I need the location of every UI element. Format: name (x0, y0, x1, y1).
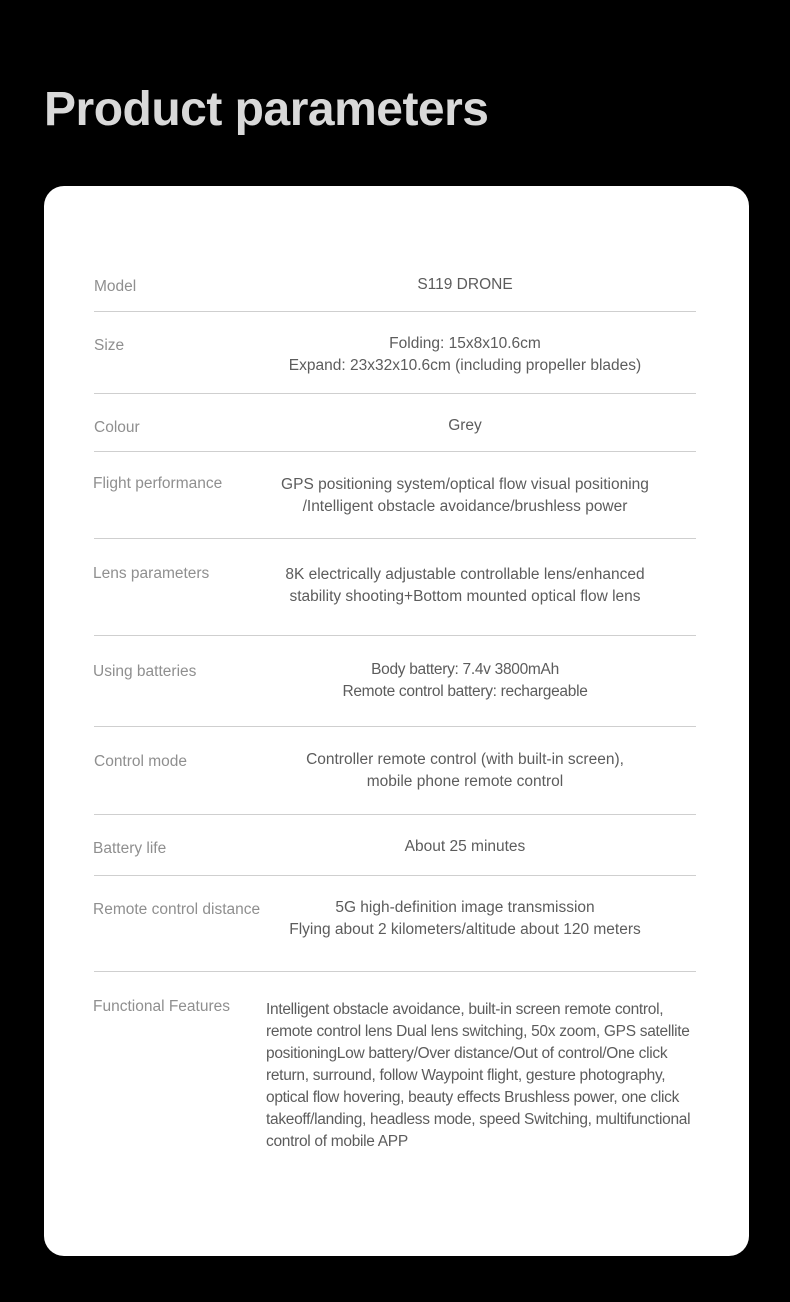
param-value (264, 415, 666, 437)
param-value-line: Intelligent obstacle avoidance, built-in screen remote control, (266, 1001, 664, 1018)
param-value-line: Grey (448, 417, 482, 434)
param-row-flight-performance (94, 452, 696, 539)
param-value (264, 749, 666, 793)
param-label: Flight performance (93, 475, 223, 492)
param-value-line: Remote control battery: rechargeable (342, 683, 588, 700)
param-value-line: positioningLow battery/Over distance/Out of control/One click (266, 1045, 668, 1062)
param-value-line: Body battery: 7.4v 3800mAh (371, 661, 559, 678)
param-value (264, 474, 666, 518)
param-row-remote-control-distance (94, 876, 696, 972)
param-value-line: /Intelligent obstacle avoidance/brushless power (302, 498, 628, 515)
param-value (266, 999, 698, 1153)
param-value-line: About 25 minutes (404, 838, 526, 855)
param-value-line: control of mobile APP (266, 1133, 408, 1150)
param-label: Colour (94, 419, 140, 436)
param-value-line: S119 DRONE (417, 276, 513, 293)
param-value-line: stability shooting+Bottom mounted optical flow lens (289, 588, 641, 605)
param-row-using-batteries (94, 636, 696, 727)
param-row-functional-features (94, 972, 696, 1172)
param-value-line: remote control lens Dual lens switching, 50x zoom, GPS satellite (266, 1023, 690, 1040)
param-row-model (94, 246, 696, 312)
parameters-card (44, 186, 749, 1256)
param-label: Using batteries (93, 663, 197, 680)
param-label: Size (94, 337, 125, 354)
param-row-size (94, 312, 696, 394)
param-value-line: return, surround, follow Waypoint flight, gesture photography, (266, 1067, 666, 1084)
param-label: Functional Features (93, 998, 230, 1015)
param-label: Control mode (94, 753, 188, 770)
param-value-line: 5G high-definition image transmission (335, 899, 595, 916)
param-label: Model (94, 278, 137, 295)
page-title: Product parameters (44, 83, 489, 136)
param-value-line: Flying about 2 kilometers/altitude about 120 meters (289, 921, 641, 938)
param-value (264, 659, 666, 703)
param-label: Battery life (93, 840, 167, 857)
param-label: Remote control distance (93, 901, 261, 918)
param-value-line: Expand: 23x32x10.6cm (including propeller blades) (288, 357, 642, 374)
param-value (264, 564, 666, 608)
param-value (264, 274, 666, 296)
param-value-line: Controller remote control (with built-in screen), (306, 751, 624, 768)
param-value-line: takeoff/landing, headless mode, speed Switching, multifunctional (266, 1111, 691, 1128)
param-value-line: 8K electrically adjustable controllable lens/enhanced (285, 566, 645, 583)
param-value (264, 333, 666, 377)
param-row-lens-parameters (94, 539, 696, 636)
param-value-line: Folding: 15x8x10.6cm (389, 335, 541, 352)
param-value-line: mobile phone remote control (366, 773, 564, 790)
param-row-colour (94, 394, 696, 452)
param-row-battery-life (94, 815, 696, 876)
param-value (264, 897, 666, 941)
param-value (264, 836, 666, 858)
param-label: Lens parameters (93, 565, 210, 582)
param-value-line: GPS positioning system/optical flow visual positioning (281, 476, 649, 493)
param-row-control-mode (94, 727, 696, 815)
param-value-line: optical flow hovering, beauty effects Brushless power, one click (266, 1089, 680, 1106)
